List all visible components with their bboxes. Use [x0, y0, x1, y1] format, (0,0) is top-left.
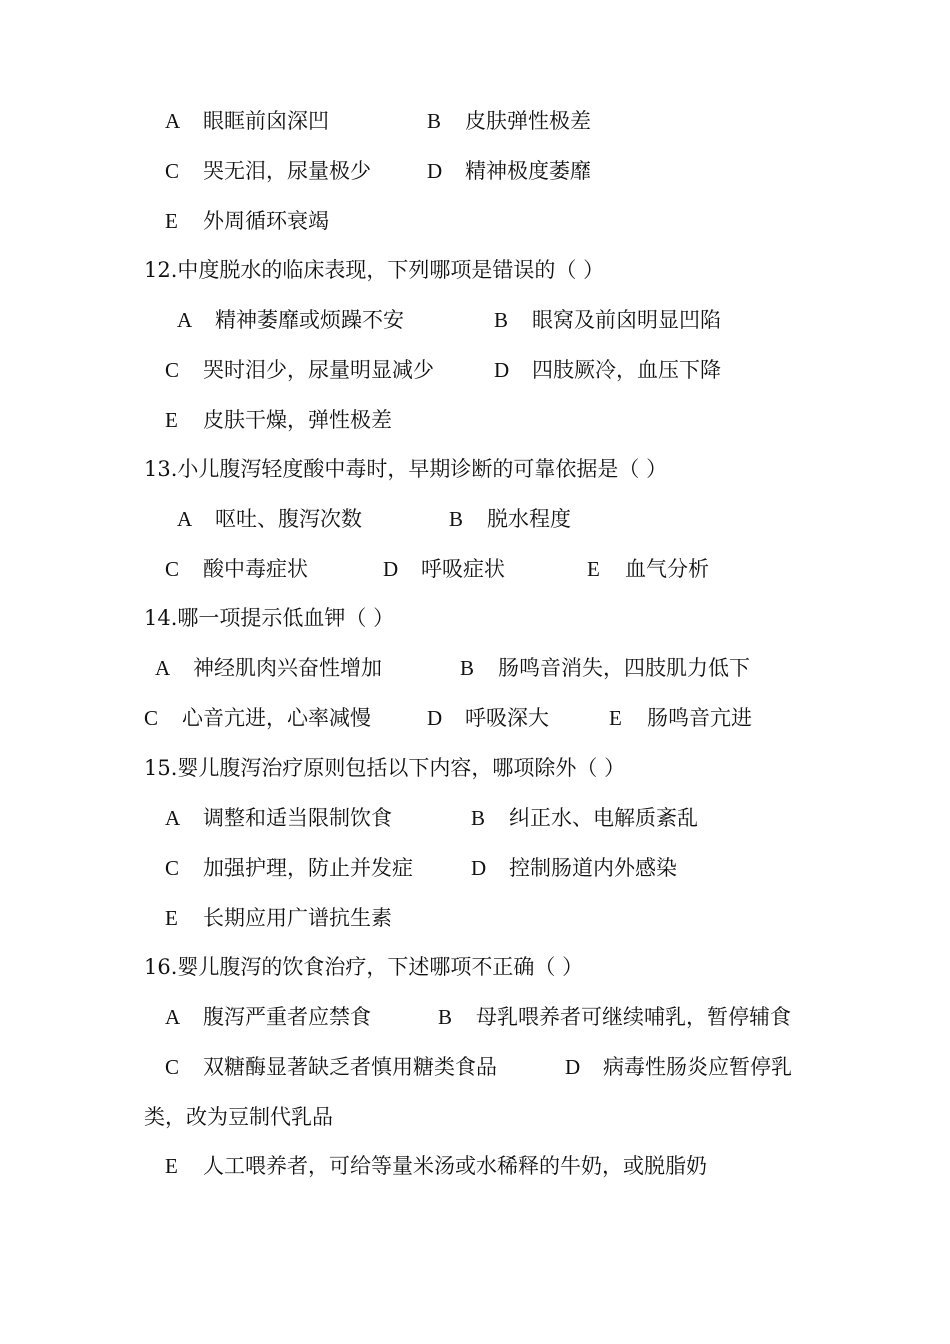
q14-stem: 14.哪一项提示低血钾（ ） [144, 606, 395, 630]
q15-option-c [165, 854, 413, 882]
option-text: 脱水程度 [487, 507, 571, 531]
option-text: 呼吸症状 [421, 557, 505, 581]
option-letter: E [587, 557, 600, 581]
q12-option-a [177, 306, 404, 334]
q15-option-a [165, 804, 392, 832]
option-text: 神经肌肉兴奋性增加 [193, 656, 382, 680]
option-letter: B [449, 507, 464, 531]
option-text: 呕吐、腹泻次数 [215, 507, 362, 531]
option-text: 加强护理，防止并发症 [203, 856, 413, 880]
q13-stem: 13.小儿腹泻轻度酸中毒时，早期诊断的可靠依据是（ ） [144, 457, 668, 481]
option-text: 哭无泪，尿量极少 [203, 159, 371, 183]
option-text: 人工喂养者，可给等量米汤或水稀释的牛奶，或脱脂奶 [203, 1154, 707, 1178]
option-text: 长期应用广谱抗生素 [203, 906, 392, 930]
option-letter: A [155, 656, 171, 680]
option-letter: B [438, 1005, 453, 1029]
option-text: 精神极度萎靡 [465, 159, 591, 183]
q14-option-c [144, 704, 371, 732]
option-text: 心音亢进，心率减慢 [182, 706, 371, 730]
q16-option-b [438, 1003, 791, 1031]
option-text: 四肢厥冷，血压下降 [532, 358, 721, 382]
q13-option-e [587, 555, 709, 583]
option-letter: D [565, 1055, 581, 1079]
option-text: 酸中毒症状 [203, 557, 308, 581]
option-letter: D [427, 706, 443, 730]
option-letter: D [383, 557, 399, 581]
option-text: 精神萎靡或烦躁不安 [215, 308, 404, 332]
option-text: 哭时泪少，尿量明显减少 [203, 358, 434, 382]
option-letter: C [165, 1055, 180, 1079]
q16-option-d [565, 1053, 792, 1081]
option-letter: B [460, 656, 475, 680]
q15-option-e [165, 904, 392, 932]
option-letter: A [165, 109, 181, 133]
option-text: 血气分析 [625, 557, 709, 581]
q16-stem: 16.婴儿腹泻的饮食治疗，下述哪项不正确（ ） [144, 955, 584, 979]
q15-option-b [471, 804, 698, 832]
option-letter: A [177, 308, 193, 332]
q12-option-d [494, 356, 721, 384]
option-letter: D [494, 358, 510, 382]
q16-option-c [165, 1053, 497, 1081]
q11-option-d [427, 157, 591, 185]
option-letter: C [165, 159, 180, 183]
option-letter: B [494, 308, 509, 332]
option-text: 腹泻严重者应禁食 [203, 1005, 371, 1029]
q11-option-c [165, 157, 371, 185]
q11-option-e [165, 207, 329, 235]
q12-option-e [165, 406, 392, 434]
q13-option-a [177, 505, 362, 533]
option-letter: D [471, 856, 487, 880]
q14-option-a [155, 654, 382, 682]
option-letter: E [165, 408, 178, 432]
option-text: 呼吸深大 [465, 706, 549, 730]
option-text: 双糖酶显著缺乏者慎用糖类食品 [203, 1055, 497, 1079]
q11-option-b [427, 107, 591, 135]
q14-option-b [460, 654, 750, 682]
q12-stem: 12.中度脱水的临床表现，下列哪项是错误的（ ） [144, 258, 605, 282]
q15-stem: 15.婴儿腹泻治疗原则包括以下内容，哪项除外（ ） [144, 756, 626, 780]
q16-option-e [165, 1152, 707, 1180]
option-letter: A [165, 806, 181, 830]
option-letter: C [165, 358, 180, 382]
option-letter: A [177, 507, 193, 531]
option-text: 眼窝及前囟明显凹陷 [532, 308, 721, 332]
option-letter: C [165, 557, 180, 581]
option-letter: E [165, 906, 178, 930]
option-letter: E [165, 209, 178, 233]
option-text: 眼眶前囟深凹 [203, 109, 329, 133]
option-letter: E [165, 1154, 178, 1178]
q11-option-a [165, 107, 329, 135]
option-text: 控制肠道内外感染 [509, 856, 677, 880]
option-letter: A [165, 1005, 181, 1029]
option-text: 病毒性肠炎应暂停乳 [603, 1055, 792, 1079]
q12-option-b [494, 306, 721, 334]
option-text: 调整和适当限制饮食 [203, 806, 392, 830]
option-text: 肠鸣音消失，四肢肌力低下 [498, 656, 750, 680]
option-text: 皮肤弹性极差 [465, 109, 591, 133]
option-text: 皮肤干燥，弹性极差 [203, 408, 392, 432]
option-text: 外周循环衰竭 [203, 209, 329, 233]
option-letter: D [427, 159, 443, 183]
option-letter: C [165, 856, 180, 880]
q16-option-a [165, 1003, 371, 1031]
option-text: 纠正水、电解质紊乱 [509, 806, 698, 830]
q14-option-e [609, 704, 752, 732]
option-text: 母乳喂养者可继续哺乳，暂停辅食 [476, 1005, 791, 1029]
option-text: 肠鸣音亢进 [647, 706, 752, 730]
option-letter: E [609, 706, 622, 730]
q15-option-d [471, 854, 677, 882]
q14-option-d [427, 704, 549, 732]
q12-option-c [165, 356, 434, 384]
q13-option-d [383, 555, 505, 583]
option-letter: B [427, 109, 442, 133]
q13-option-c [165, 555, 308, 583]
q16-option-d-continuation: 类，改为豆制代乳品 [144, 1105, 333, 1129]
q13-option-b [449, 505, 571, 533]
option-letter: C [144, 706, 159, 730]
option-letter: B [471, 806, 486, 830]
